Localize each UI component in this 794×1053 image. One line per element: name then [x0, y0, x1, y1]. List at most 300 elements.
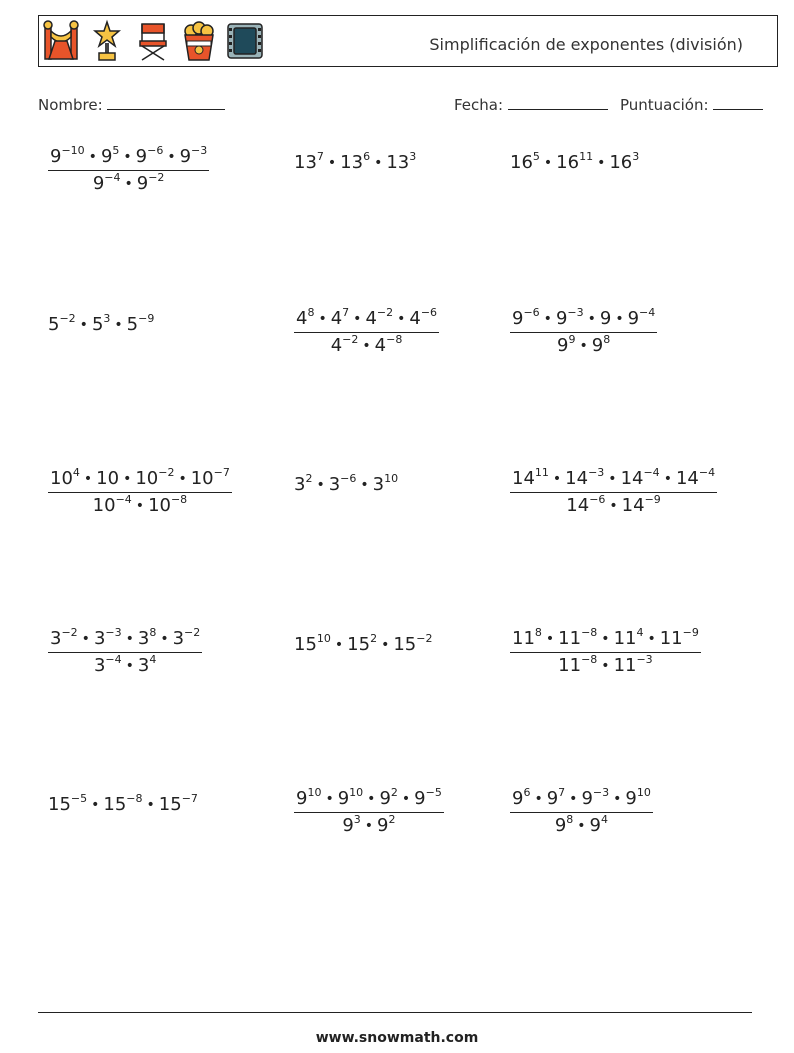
power-term: [329, 474, 357, 495]
power-exponent: 9: [568, 333, 576, 346]
power-base: 9: [296, 788, 308, 809]
power-term: [94, 655, 122, 676]
multiply-dot: •: [325, 791, 334, 807]
power-base: 15: [48, 794, 71, 815]
power-term: [592, 335, 610, 356]
multiply-dot: •: [647, 631, 656, 647]
multiply-dot: •: [367, 791, 376, 807]
power-exponent: 11: [579, 150, 594, 163]
multiply-dot: •: [601, 658, 610, 674]
power-term: [48, 794, 87, 815]
denominator: [510, 652, 701, 676]
numerator: [294, 788, 444, 812]
power-exponent: 3: [103, 312, 111, 325]
power-term: [347, 634, 377, 655]
numerator: [48, 146, 209, 170]
power-exponent: −2: [148, 171, 165, 184]
power-exponent: 5: [532, 150, 540, 163]
power-term: [294, 474, 312, 495]
multiply-dot: •: [552, 471, 562, 487]
problem-2: [294, 146, 416, 173]
denominator: [510, 812, 653, 836]
power-base: 3: [93, 655, 106, 676]
power-base: 11: [659, 628, 683, 649]
multiply-dot: •: [83, 471, 93, 487]
denominator: [294, 812, 444, 836]
denominator: [510, 332, 657, 356]
power-base: 14: [620, 468, 644, 489]
multiply-dot: •: [401, 791, 411, 807]
problem-6: [510, 308, 657, 356]
power-base: 4: [296, 308, 308, 329]
power-exponent: 2: [388, 813, 396, 826]
numerator: [48, 468, 232, 492]
power-base: 10: [96, 468, 120, 489]
power-base: 4: [330, 308, 343, 329]
problem-9: [510, 468, 717, 516]
power-exponent: 4: [601, 813, 608, 826]
fraction: [294, 788, 444, 836]
power-base: 13: [294, 152, 317, 173]
power-term: [614, 628, 644, 649]
power-exponent: 8: [149, 626, 157, 639]
power-base: 9: [414, 788, 426, 809]
power-base: 14: [621, 495, 645, 516]
power-term: [379, 788, 397, 809]
product-expression: [294, 628, 432, 655]
problem-7: [48, 468, 232, 516]
power-exponent: −8: [170, 493, 188, 506]
director-chair-icon: [133, 19, 173, 63]
power-term: [50, 146, 85, 167]
power-base: 13: [386, 152, 410, 173]
denominator: [48, 170, 209, 194]
power-term: [556, 152, 593, 173]
score-line[interactable]: [713, 94, 763, 110]
multiply-dot: •: [353, 311, 362, 327]
multiply-dot: •: [569, 791, 578, 807]
power-base: 9: [179, 146, 192, 167]
power-term: [138, 655, 156, 676]
power-base: 9: [554, 815, 567, 836]
power-base: 16: [510, 152, 533, 173]
power-exponent: −3: [636, 653, 653, 666]
power-exponent: 3: [409, 150, 417, 163]
power-term: [148, 495, 187, 516]
power-term: [556, 308, 584, 329]
power-exponent: −7: [181, 792, 198, 805]
power-term: [614, 655, 653, 676]
power-exponent: −2: [416, 632, 433, 645]
power-base: 16: [609, 152, 633, 173]
problem-12: [510, 628, 701, 676]
power-exponent: 2: [390, 786, 398, 799]
power-exponent: −6: [340, 472, 357, 485]
power-term: [622, 495, 661, 516]
power-base: 9: [100, 146, 113, 167]
power-term: [555, 815, 573, 836]
power-base: 11: [512, 628, 535, 649]
power-exponent: −3: [567, 306, 584, 319]
power-exponent: 10: [384, 472, 399, 485]
power-base: 11: [558, 655, 582, 676]
power-exponent: 7: [316, 150, 324, 163]
power-exponent: 7: [558, 786, 566, 799]
power-exponent: −10: [61, 144, 85, 157]
power-base: 15: [158, 794, 182, 815]
power-exponent: 7: [342, 306, 350, 319]
barrier-stanchion-icon: [41, 19, 81, 63]
problem-8: [294, 468, 398, 495]
power-exponent: 8: [566, 813, 574, 826]
power-term: [191, 468, 230, 489]
power-base: 9: [627, 308, 640, 329]
denominator: [48, 652, 202, 676]
power-term: [590, 815, 608, 836]
multiply-dot: •: [123, 471, 132, 487]
multiply-dot: •: [362, 338, 371, 354]
date-label: Fecha:: [454, 96, 504, 114]
power-base: 14: [565, 468, 589, 489]
multiply-dot: •: [81, 631, 90, 647]
name-field[interactable]: [38, 94, 225, 114]
problem-15: [510, 788, 653, 836]
power-base: 11: [613, 655, 637, 676]
power-base: 10: [92, 495, 116, 516]
power-base: 4: [330, 335, 343, 356]
power-term: [340, 152, 370, 173]
power-exponent: −4: [643, 466, 660, 479]
multiply-dot: •: [167, 149, 176, 165]
problem-3: [510, 146, 639, 173]
product-expression: [510, 146, 639, 173]
multiply-dot: •: [360, 477, 369, 493]
multiply-dot: •: [381, 637, 390, 653]
power-exponent: −4: [105, 653, 122, 666]
power-term: [409, 308, 437, 329]
denominator: [294, 332, 439, 356]
power-base: 9: [546, 788, 559, 809]
numerator: [510, 788, 653, 812]
power-term: [512, 788, 530, 809]
power-exponent: −3: [588, 466, 605, 479]
multiply-dot: •: [615, 311, 624, 327]
power-base: 9: [512, 308, 524, 329]
multiply-dot: •: [79, 317, 88, 333]
product-expression: [294, 146, 416, 173]
power-term: [557, 335, 575, 356]
power-exponent: −4: [115, 493, 132, 506]
multiply-dot: •: [316, 477, 325, 493]
problem-10: [48, 628, 202, 676]
power-base: 9: [135, 146, 148, 167]
power-exponent: 4: [149, 653, 157, 666]
multiply-dot: •: [318, 311, 327, 327]
power-term: [676, 468, 715, 489]
power-term: [294, 152, 324, 173]
power-base: 9: [512, 788, 524, 809]
numerator: [294, 308, 439, 332]
power-exponent: 5: [112, 144, 120, 157]
power-term: [159, 794, 198, 815]
power-term: [414, 788, 442, 809]
multiply-dot: •: [545, 631, 555, 647]
fraction: [510, 788, 653, 836]
power-term: [609, 152, 639, 173]
power-exponent: −2: [376, 306, 394, 319]
power-term: [365, 308, 393, 329]
power-term: [127, 314, 155, 335]
power-base: 15: [347, 634, 371, 655]
fraction: [48, 146, 209, 194]
multiply-dot: •: [577, 818, 586, 834]
problem-14: [294, 788, 444, 836]
power-term: [296, 308, 314, 329]
power-exponent: 8: [307, 306, 315, 319]
power-base: 10: [190, 468, 214, 489]
power-exponent: −4: [698, 466, 716, 479]
power-base: 11: [613, 628, 637, 649]
power-exponent: 10: [316, 632, 331, 645]
date-line[interactable]: [508, 94, 608, 110]
multiply-dot: •: [88, 149, 97, 165]
power-exponent: −2: [61, 626, 78, 639]
product-expression: [48, 308, 154, 335]
power-term: [510, 152, 540, 173]
multiply-dot: •: [579, 338, 588, 354]
power-exponent: 10: [636, 786, 651, 799]
power-term: [94, 628, 122, 649]
power-base: 9: [92, 173, 105, 194]
problem-11: [294, 628, 432, 655]
denominator: [48, 492, 232, 516]
power-base: 14: [512, 468, 535, 489]
multiply-dot: •: [374, 155, 383, 171]
power-term: [103, 794, 142, 815]
power-base: 9: [625, 788, 637, 809]
fraction: [48, 628, 202, 676]
power-term: [628, 308, 656, 329]
multiply-dot: •: [601, 631, 610, 647]
power-exponent: −2: [158, 466, 175, 479]
power-base: 3: [93, 628, 106, 649]
problem-13: [48, 788, 198, 815]
worksheet-title: Simplificación de exponentes (división): [429, 35, 743, 54]
power-exponent: −2: [59, 312, 76, 325]
power-base: 9: [591, 335, 604, 356]
header-icons: [41, 19, 265, 63]
power-term: [565, 468, 604, 489]
power-term: [375, 335, 403, 356]
date-field[interactable]: [454, 94, 608, 114]
power-exponent: 6: [523, 786, 531, 799]
power-term: [296, 788, 321, 809]
multiply-dot: •: [146, 797, 155, 813]
power-term: [338, 788, 363, 809]
power-base: 4: [409, 308, 421, 329]
multiply-dot: •: [135, 498, 145, 514]
multiply-dot: •: [534, 791, 543, 807]
power-base: 9: [379, 788, 391, 809]
denominator: [510, 492, 717, 516]
power-exponent: −8: [581, 626, 598, 639]
multiply-dot: •: [663, 471, 672, 487]
power-exponent: −6: [523, 306, 540, 319]
footer-divider: [38, 1012, 752, 1013]
multiply-dot: •: [327, 155, 337, 171]
power-exponent: 8: [534, 626, 542, 639]
power-base: 9: [589, 815, 601, 836]
power-base: 14: [566, 495, 590, 516]
power-term: [93, 173, 121, 194]
power-term: [96, 468, 119, 489]
power-term: [48, 314, 76, 335]
power-base: 15: [393, 634, 417, 655]
multiply-dot: •: [334, 637, 344, 653]
multiply-dot: •: [597, 155, 606, 171]
score-field[interactable]: [620, 94, 763, 114]
popcorn-icon: [179, 19, 219, 63]
fraction: [510, 468, 717, 516]
power-term: [137, 173, 165, 194]
power-term: [625, 788, 650, 809]
power-term: [566, 495, 605, 516]
fraction: [510, 308, 657, 356]
power-base: 9: [555, 308, 568, 329]
power-base: 13: [340, 152, 364, 173]
power-exponent: 10: [349, 786, 364, 799]
power-exponent: −2: [184, 626, 201, 639]
power-term: [373, 474, 398, 495]
multiply-dot: •: [543, 311, 552, 327]
problem-4: [48, 308, 154, 335]
power-base: 5: [126, 314, 139, 335]
power-term: [331, 335, 359, 356]
score-label: Puntuación:: [620, 96, 709, 114]
power-base: 3: [137, 655, 150, 676]
multiply-dot: •: [397, 311, 406, 327]
power-base: 14: [675, 468, 699, 489]
power-exponent: −4: [639, 306, 656, 319]
power-base: 4: [365, 308, 377, 329]
footer-website: www.snowmath.com: [315, 1030, 479, 1046]
power-exponent: −3: [191, 144, 208, 157]
power-base: 9: [342, 815, 354, 836]
power-term: [92, 314, 110, 335]
numerator: [510, 628, 701, 652]
multiply-dot: •: [91, 797, 100, 813]
multiply-dot: •: [178, 471, 187, 487]
product-expression: [294, 468, 398, 495]
power-term: [136, 146, 164, 167]
power-exponent: −5: [70, 792, 88, 805]
power-exponent: 11: [534, 466, 549, 479]
power-term: [180, 146, 208, 167]
power-base: 3: [50, 628, 62, 649]
fraction: [294, 308, 439, 356]
power-exponent: −5: [425, 786, 442, 799]
power-base: 10: [50, 468, 73, 489]
power-term: [547, 788, 565, 809]
power-exponent: 4: [636, 626, 644, 639]
power-term: [660, 628, 699, 649]
power-term: [50, 628, 78, 649]
multiply-dot: •: [114, 317, 123, 333]
power-term: [621, 468, 660, 489]
power-term: [386, 152, 416, 173]
power-term: [558, 628, 597, 649]
power-exponent: −6: [420, 306, 438, 319]
power-base: 9: [581, 788, 593, 809]
multiply-dot: •: [543, 155, 553, 171]
power-term: [377, 815, 395, 836]
power-exponent: 8: [603, 333, 611, 346]
power-term: [101, 146, 119, 167]
multiply-dot: •: [125, 631, 134, 647]
numerator: [48, 628, 202, 652]
power-term: [135, 468, 174, 489]
power-exponent: 3: [632, 150, 640, 163]
power-exponent: −3: [592, 786, 610, 799]
product-expression: [48, 788, 198, 815]
film-frame-icon: [225, 19, 265, 63]
fraction: [510, 628, 701, 676]
numerator: [510, 468, 717, 492]
power-exponent: 10: [307, 786, 322, 799]
power-base: 3: [137, 628, 150, 649]
power-base: 16: [556, 152, 580, 173]
multiply-dot: •: [364, 818, 374, 834]
problem-1: [48, 146, 209, 194]
power-term: [93, 495, 132, 516]
name-line[interactable]: [107, 94, 225, 110]
power-base: 9: [377, 815, 389, 836]
problem-5: [294, 308, 439, 356]
power-base: 10: [148, 495, 171, 516]
power-base: 5: [48, 314, 60, 335]
power-base: 4: [374, 335, 387, 356]
power-base: 15: [103, 794, 127, 815]
power-base: 3: [328, 474, 341, 495]
power-term: [138, 628, 156, 649]
power-base: 9: [136, 173, 149, 194]
power-exponent: −6: [147, 144, 164, 157]
power-base: 3: [294, 474, 306, 495]
power-base: 3: [372, 474, 385, 495]
power-term: [50, 468, 80, 489]
power-exponent: −9: [644, 493, 661, 506]
power-exponent: −4: [104, 171, 121, 184]
power-term: [558, 655, 597, 676]
power-exponent: 6: [363, 150, 371, 163]
power-exponent: −7: [213, 466, 230, 479]
power-exponent: −2: [342, 333, 359, 346]
power-base: 5: [91, 314, 104, 335]
power-base: 10: [135, 468, 159, 489]
power-exponent: −6: [589, 493, 606, 506]
multiply-dot: •: [125, 658, 134, 674]
power-term: [600, 308, 611, 329]
multiply-dot: •: [608, 471, 617, 487]
power-exponent: 2: [370, 632, 378, 645]
power-exponent: −9: [682, 626, 699, 639]
power-term: [342, 815, 360, 836]
power-exponent: 4: [72, 466, 80, 479]
multiply-dot: •: [587, 311, 596, 327]
power-exponent: −8: [581, 653, 598, 666]
multiply-dot: •: [609, 498, 618, 514]
multiply-dot: •: [160, 631, 169, 647]
